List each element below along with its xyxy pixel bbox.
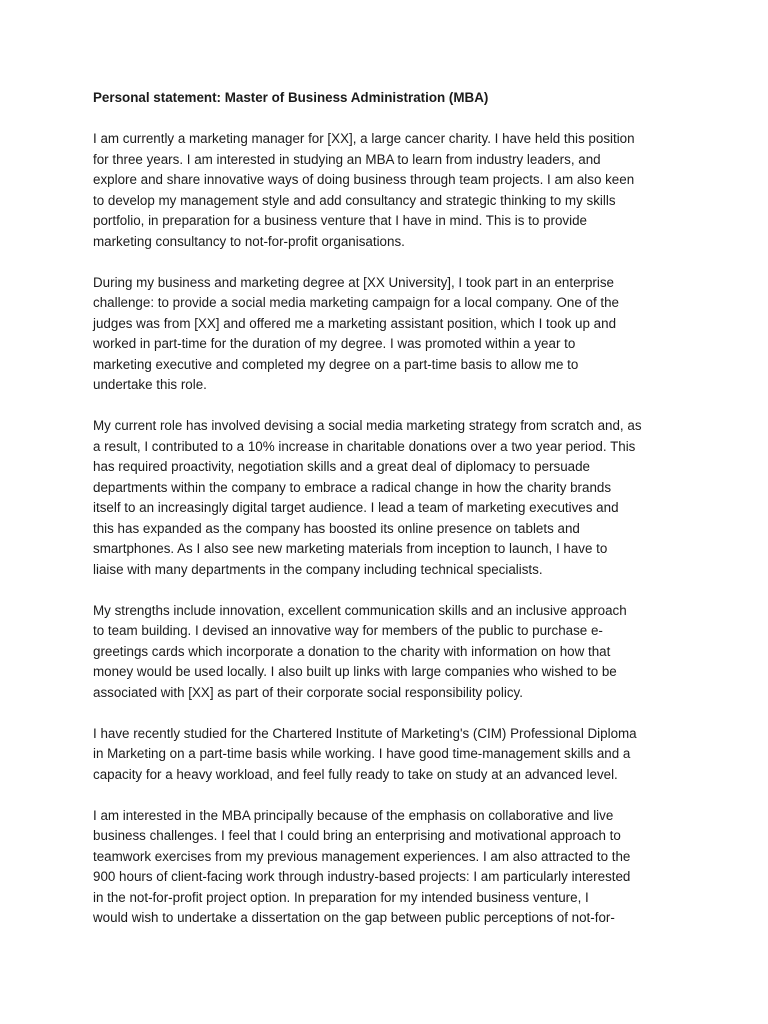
paragraph-5	[93, 724, 653, 786]
paragraph-line: undertake this role.	[93, 377, 207, 392]
paragraph-line: judges was from [XX] and offered me a marketing assistant position, which I took up and	[93, 315, 617, 331]
paragraph-line: teamwork exercises from my previous management experiences. I am also attracted to the	[93, 848, 631, 864]
paragraph-3	[93, 416, 653, 580]
document-title: Personal statement: Master of Business Administration (MBA)	[93, 90, 489, 105]
paragraph-line: itself to an increasingly digital target audience. I lead a team of marketing executives and	[93, 500, 619, 515]
document-body	[93, 88, 653, 949]
paragraph-line: challenge: to provide a social media marketing campaign for a local company. One of the	[93, 295, 619, 310]
paragraph-line: a result, I contributed to a 10% increase in charitable donations over a two year period. This	[93, 438, 636, 454]
paragraph-line: money would be used locally. I also built up links with large companies who wished to be	[93, 664, 617, 679]
paragraph-line: worked in part-time for the duration of my degree. I was promoted within a year to	[93, 336, 576, 351]
paragraph-line: would wish to undertake a dissertation on the gap between public perceptions of not-for-	[93, 910, 615, 925]
paragraph-line: My strengths include innovation, excellent communication skills and an inclusive approach	[93, 602, 627, 618]
paragraph-line: portfolio, in preparation for a business venture that I have in mind. This is to provide	[93, 213, 587, 228]
paragraph-6	[93, 806, 653, 929]
paragraph-line: this has expanded as the company has boosted its online presence on tablets and	[93, 520, 580, 536]
paragraph-line: departments within the company to embrace a radical change in how the charity brands	[93, 479, 612, 495]
paragraph-line: capacity for a heavy workload, and feel fully ready to take on study at an advanced level.	[93, 766, 618, 782]
paragraph-line: to develop my management style and add consultancy and strategic thinking to my skills	[93, 192, 616, 208]
paragraph-line: smartphones. As I also see new marketing materials from inception to launch, I have to	[93, 541, 608, 556]
paragraph-line: My current role has involved devising a social media marketing strategy from scratch and, as	[93, 418, 642, 433]
paragraph-line: to team building. I devised an innovative way for members of the public to purchase e-	[93, 623, 603, 638]
paragraph-line: associated with [XX] as part of their corporate social responsibility policy.	[93, 684, 523, 700]
paragraph-line: I am currently a marketing manager for [XX], a large cancer charity. I have held this position	[93, 131, 635, 146]
paragraph-line: for three years. I am interested in studying an MBA to learn from industry leaders, and	[93, 151, 601, 167]
paragraph-2	[93, 273, 653, 396]
paragraph-line: marketing consultancy to not-for-profit organisations.	[93, 233, 405, 249]
paragraph-line: in Marketing on a part-time basis while working. I have good time-management skills and a	[93, 746, 631, 761]
paragraph-line: has required proactivity, negotiation skills and a great deal of diplomacy to persuade	[93, 459, 590, 474]
paragraph-line: I am interested in the MBA principally because of the emphasis on collaborative and live	[93, 807, 614, 823]
paragraph-line: liaise with many departments in the company including technical specialists.	[93, 561, 543, 577]
paragraph-line: marketing executive and completed my degree on a part-time basis to allow me to	[93, 356, 579, 372]
paragraph-line: 900 hours of client-facing work through industry-based projects: I am particularly interested	[93, 869, 631, 884]
paragraph-line: I have recently studied for the Chartered Institute of Marketing's (CIM) Professional Diploma	[93, 725, 637, 741]
paragraph-line: greetings cards which incorporate a donation to the charity with information on how that	[93, 643, 611, 659]
paragraph-4	[93, 601, 653, 704]
paragraph-line: explore and share innovative ways of doing business through team projects. I am also keen	[93, 172, 635, 187]
document-title-block	[93, 88, 653, 109]
paragraph-line: business challenges. I feel that I could bring an enterprising and motivational approach to	[93, 828, 621, 843]
paragraph-1	[93, 129, 653, 252]
paragraph-line: During my business and marketing degree at [XX University], I took part in an enterprise	[93, 274, 614, 290]
paragraph-line: in the not-for-profit project option. In preparation for my intended business venture, I	[93, 889, 589, 905]
